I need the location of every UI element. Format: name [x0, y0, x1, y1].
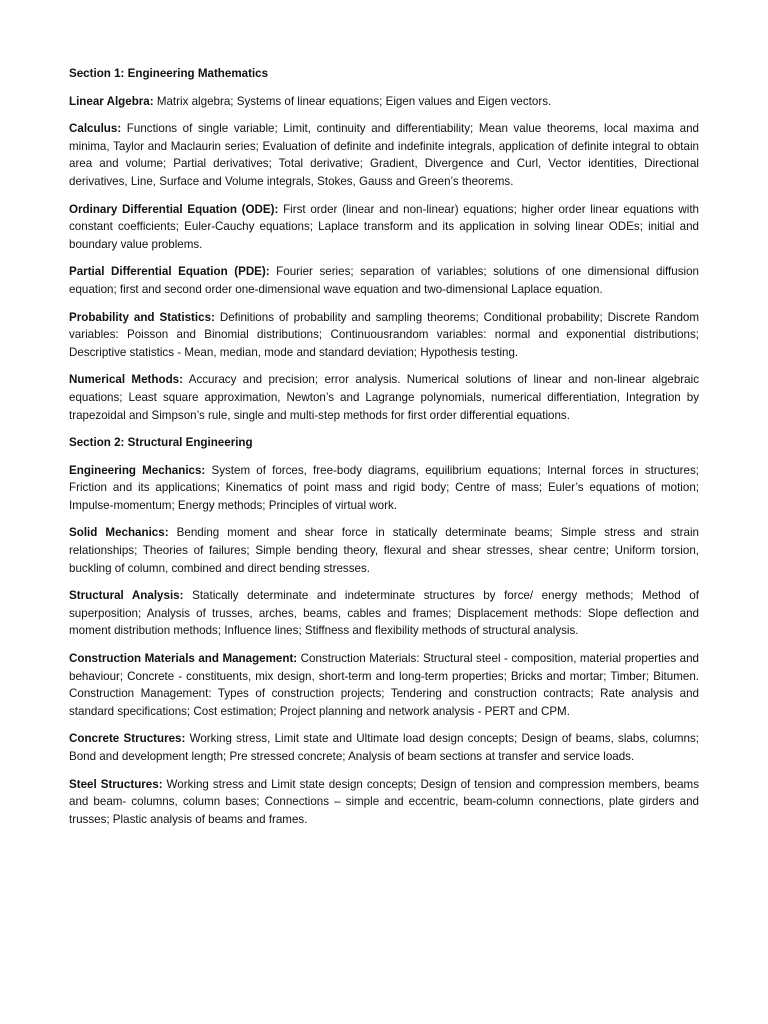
topic-structural-analysis: [69, 587, 699, 640]
topic-term: Engineering Mechanics:: [69, 463, 206, 477]
topic-text: Matrix algebra; Systems of linear equations; Eigen values and Eigen vectors.: [153, 94, 552, 108]
topic-text: Working stress, Limit state and Ultimate load design concepts; Design of beams, slabs, columns; Bond and development length; Pre stressed concrete; Analysis of beam sections at transfer and service loads.: [69, 732, 699, 763]
topic-text: Fourier series; separation of variables; solutions of one dimensional diffusion equation; first and second order one-dimensional wave equation and two-dimensional Laplace equation.: [69, 265, 699, 296]
topic-text: Definitions of probability and sampling theorems; Conditional probability; Discrete Random variables: Poisson and Binomial distributions; Continuousrandom variables: normal and exponential distributions; Descriptive statistics - Mean, median, mode and standard deviation; Hypothesis testing.: [69, 310, 699, 359]
topic-term: Numerical Methods:: [69, 373, 183, 387]
topic-calculus: [69, 120, 699, 190]
topic-construction-materials-management: [69, 650, 699, 720]
topic-text: Working stress and Limit state design concepts; Design of tension and compression members, beams and beam- columns, column bases; Connections – simple and eccentric, beam-column connections, plate girders and trusses; Plastic analysis of beams and frames.: [69, 777, 700, 826]
topic-numerical-methods: [69, 371, 699, 424]
document-page: [69, 65, 699, 838]
topic-linear-algebra: [69, 93, 699, 111]
topic-term: Structural Analysis:: [69, 589, 184, 603]
topic-concrete-structures: [69, 730, 699, 765]
topic-steel-structures: [69, 776, 699, 829]
topic-engineering-mechanics: [69, 462, 699, 515]
topic-term: Calculus:: [69, 122, 122, 136]
topic-ode: [69, 201, 699, 254]
section-2-heading: Section 2: Structural Engineering: [69, 436, 253, 450]
topic-solid-mechanics: [69, 524, 699, 577]
topic-text: First order (linear and non-linear) equations; higher order linear equations with constant coefficients; Euler-Cauchy equations; Laplace transform and its application in solving linear ODEs; initial and boundary value problems.: [69, 202, 699, 251]
topic-term: Concrete Structures:: [69, 732, 186, 746]
topic-text: Statically determinate and indeterminate structures by force/ energy methods; Method of superposition; Analysis of trusses, arches, beams, cables and frames; Displacement methods: Slope deflection and moment distribution methods; Influence lines; Stiffness and flexibility methods of structural analysis.: [69, 589, 699, 638]
topic-text: Bending moment and shear force in statically determinate beams; Simple stress and strain relationships; Theories of failures; Simple bending theory, flexural and shear stresses, shear centre; Uniform torsion, buckling of column, combined and direct bending stresses.: [69, 526, 700, 575]
topic-text: Accuracy and precision; error analysis. Numerical solutions of linear and non-linear algebraic equations; Least square approximation, Newton’s and Lagrange polynomials, numerical differentiation, Integration by trapezoidal and Simpson’s rule, single and multi-step methods for first order differential equations.: [69, 373, 699, 422]
topic-term: Steel Structures:: [69, 777, 163, 791]
topic-term: Linear Algebra:: [69, 94, 154, 108]
topic-term: Solid Mechanics:: [69, 526, 169, 540]
topic-text: Functions of single variable; Limit, continuity and differentiability; Mean value theorems, local maxima and minima, Taylor and Maclaurin series; Evaluation of definite and indefinite integrals, application of definite integral to obtain area and volume; Partial derivatives; Total derivative; Gradient, Divergence and Curl, Vector identities, Directional derivatives, Line, Surface and Volume integrals, Stokes, Gauss and Green’s theorems.: [69, 122, 699, 188]
topic-probability-statistics: [69, 309, 699, 362]
topic-term: Partial Differential Equation (PDE):: [69, 265, 270, 279]
section-1-heading: Section 1: Engineering Mathematics: [69, 67, 269, 80]
topic-term: Ordinary Differential Equation (ODE):: [69, 202, 279, 216]
topic-term: Construction Materials and Management:: [69, 652, 298, 666]
topic-pde: [69, 263, 699, 298]
topic-text: Construction Materials: Structural steel - composition, material properties and behaviour; Concrete - constituents, mix design, short-term and long-term properties; Bricks and mortar; Timber; Bitumen. Construction Management: Types of construction projects; Tendering and construction contracts; Rate analysis and standard specifications; Cost estimation; Project planning and network analysis - PERT and CPM.: [69, 652, 699, 718]
topic-term: Probability and Statistics:: [69, 310, 215, 324]
topic-text: System of forces, free-body diagrams, equilibrium equations; Internal forces in structures; Friction and its applications; Kinematics of point mass and rigid body; Centre of mass; Euler’s equations of motion; Impulse-momentum; Energy methods; Principles of virtual work.: [69, 463, 699, 512]
